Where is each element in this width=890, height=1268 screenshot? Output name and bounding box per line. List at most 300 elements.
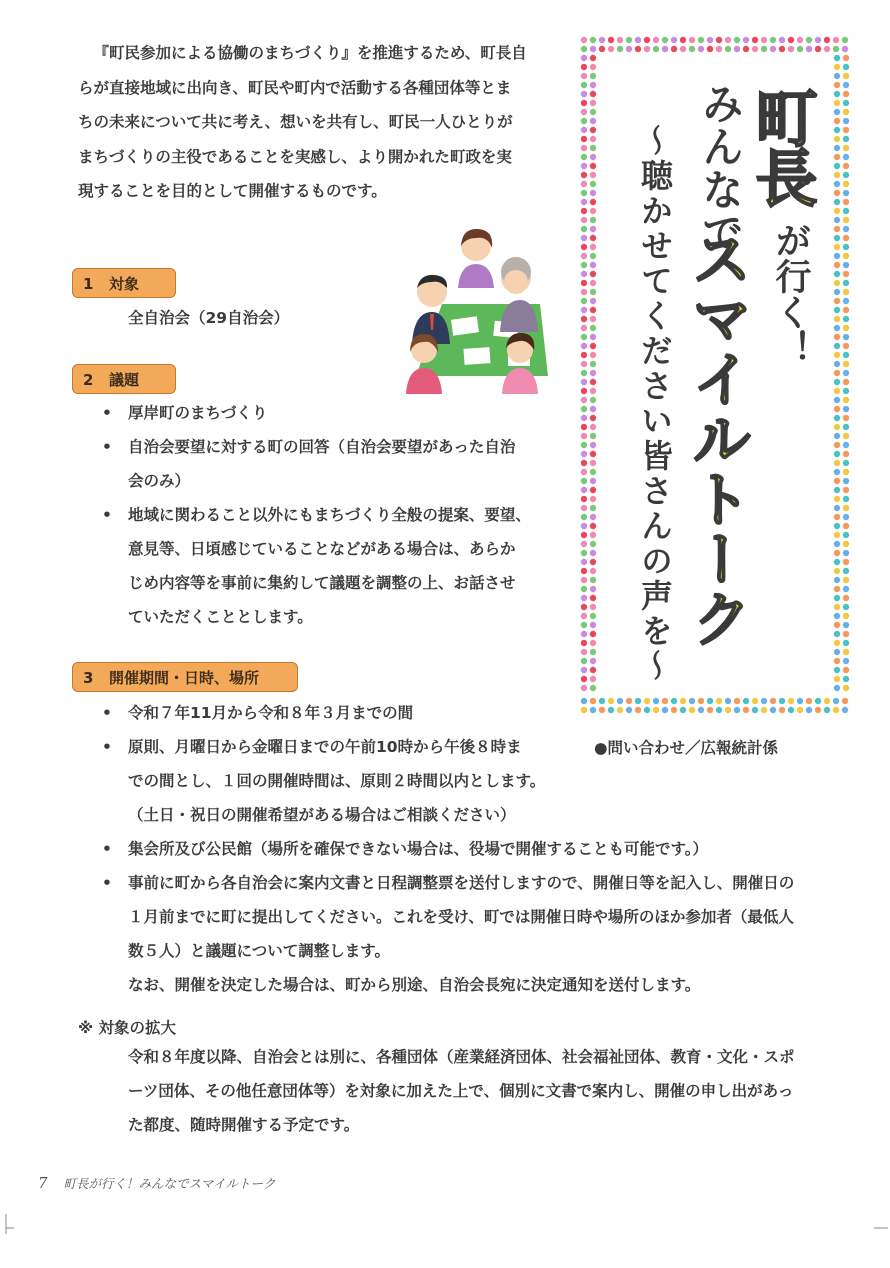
border-dot xyxy=(626,37,632,43)
border-dot xyxy=(834,226,840,232)
border-dot xyxy=(581,698,587,704)
list-item xyxy=(98,832,868,866)
border-dot xyxy=(788,37,794,43)
border-dot xyxy=(843,523,849,529)
border-dot xyxy=(843,298,849,304)
border-dot xyxy=(815,37,821,43)
border-dot xyxy=(590,46,596,52)
border-dot xyxy=(834,667,840,673)
border-dot xyxy=(581,478,587,484)
border-dot xyxy=(581,568,587,574)
border-dot xyxy=(662,37,668,43)
border-dot xyxy=(834,199,840,205)
border-dot xyxy=(843,271,849,277)
border-dot xyxy=(581,289,587,295)
border-dot xyxy=(725,698,731,704)
border-dot xyxy=(581,487,587,493)
border-dot xyxy=(834,577,840,583)
border-dot xyxy=(752,707,758,713)
border-dot xyxy=(843,514,849,520)
border-dot xyxy=(653,46,659,52)
border-dot xyxy=(653,37,659,43)
border-dot xyxy=(834,532,840,538)
border-dot xyxy=(662,707,668,713)
border-dot xyxy=(680,37,686,43)
border-dot xyxy=(581,253,587,259)
border-dot xyxy=(581,82,587,88)
border-dot xyxy=(842,707,848,713)
border-dot xyxy=(843,190,849,196)
border-dot xyxy=(824,46,830,52)
border-dot xyxy=(581,622,587,628)
list-item-text: 令和７年11月から令和８年３月までの間 xyxy=(128,704,414,722)
border-dot xyxy=(680,46,686,52)
border-dot xyxy=(834,379,840,385)
border-dot xyxy=(843,658,849,664)
border-dot xyxy=(581,541,587,547)
border-dot xyxy=(843,433,849,439)
border-dot xyxy=(590,154,596,160)
border-dot xyxy=(590,649,596,655)
border-dot xyxy=(843,397,849,403)
border-dot xyxy=(843,64,849,70)
border-dot xyxy=(834,289,840,295)
border-dot xyxy=(843,559,849,565)
list-item-text: 集会所及び公民館（場所を確保できない場合は、役場で開催することも可能です。） xyxy=(128,840,709,858)
border-dot xyxy=(824,37,830,43)
border-dot xyxy=(761,46,767,52)
border-dot xyxy=(590,172,596,178)
border-dot xyxy=(599,37,605,43)
section-number: 2 xyxy=(83,371,94,389)
bullet: • xyxy=(102,506,112,524)
section-schedule-heading xyxy=(72,662,298,692)
border-dot xyxy=(581,496,587,502)
note-line: ーツ団体、その他任意団体等）を対象に加えた上で、個別に文書で案内し、開催の申し出があっ xyxy=(128,1082,794,1100)
border-dot xyxy=(834,451,840,457)
list-item xyxy=(98,866,868,1002)
border-dot xyxy=(834,145,840,151)
border-dot xyxy=(581,388,587,394)
border-dot xyxy=(590,82,596,88)
border-dot xyxy=(834,406,840,412)
border-dot xyxy=(581,631,587,637)
border-dot xyxy=(590,487,596,493)
border-dot xyxy=(834,559,840,565)
border-dot xyxy=(590,271,596,277)
border-dot xyxy=(581,586,587,592)
section-number: 1 xyxy=(83,275,94,293)
border-dot xyxy=(834,658,840,664)
border-dot xyxy=(635,37,641,43)
border-dot xyxy=(834,478,840,484)
border-dot xyxy=(581,163,587,169)
border-dot xyxy=(843,352,849,358)
border-dot xyxy=(843,334,849,340)
list-item-text: 会のみ） xyxy=(128,472,191,490)
list-item-text: なお、開催を決定した場合は、町から別途、自治会長宛に決定通知を送付します。 xyxy=(128,976,701,994)
agenda-list xyxy=(98,396,568,634)
list-item-text: 数５人）と議題について調整します。 xyxy=(128,942,390,960)
border-dot xyxy=(617,698,623,704)
border-dot xyxy=(833,707,839,713)
border-dot xyxy=(590,388,596,394)
border-dot xyxy=(635,46,641,52)
border-dot xyxy=(590,658,596,664)
border-dot xyxy=(590,568,596,574)
border-dot xyxy=(843,370,849,376)
border-dot xyxy=(581,577,587,583)
border-dot xyxy=(734,37,740,43)
section-target-heading xyxy=(72,268,176,298)
border-dot xyxy=(806,707,812,713)
border-dot xyxy=(834,514,840,520)
bullet: • xyxy=(102,438,112,456)
border-dot xyxy=(581,460,587,466)
border-dot xyxy=(581,145,587,151)
border-dot xyxy=(581,550,587,556)
border-dot xyxy=(590,208,596,214)
border-dot xyxy=(590,64,596,70)
border-dot xyxy=(590,676,596,682)
border-dot xyxy=(788,707,794,713)
border-dot xyxy=(590,181,596,187)
border-dot xyxy=(590,370,596,376)
border-dot xyxy=(834,442,840,448)
border-dot xyxy=(833,37,839,43)
border-dot xyxy=(843,595,849,601)
border-dot xyxy=(743,46,749,52)
section-label: 議題 xyxy=(109,371,140,389)
intro-line-1: 『町民参加による協働のまちづくり』を推進するため、町長自 xyxy=(93,44,527,62)
border-dot xyxy=(590,298,596,304)
border-dot xyxy=(590,73,596,79)
border-dot xyxy=(581,469,587,475)
border-dot xyxy=(617,46,623,52)
border-dot xyxy=(834,217,840,223)
border-dot xyxy=(689,698,695,704)
border-dot xyxy=(707,37,713,43)
border-dot xyxy=(581,136,587,142)
section-label: 開催期間・日時、場所 xyxy=(109,669,260,687)
border-dot xyxy=(590,91,596,97)
page-footer xyxy=(38,1174,276,1192)
list-item-text: ていただくこととします。 xyxy=(128,608,313,626)
list-item-text: 厚岸町のまちづくり xyxy=(128,404,268,422)
border-dot xyxy=(834,91,840,97)
border-dot xyxy=(843,253,849,259)
border-dot xyxy=(590,667,596,673)
border-dot xyxy=(581,406,587,412)
border-dot xyxy=(806,698,812,704)
border-dot xyxy=(581,676,587,682)
border-dot xyxy=(581,613,587,619)
border-dot xyxy=(843,109,849,115)
border-dot xyxy=(834,190,840,196)
border-dot xyxy=(581,370,587,376)
border-dot xyxy=(581,379,587,385)
border-dot xyxy=(815,698,821,704)
list-item xyxy=(98,498,568,634)
border-dot xyxy=(590,307,596,313)
border-dot xyxy=(707,698,713,704)
border-dot xyxy=(834,334,840,340)
border-dot xyxy=(581,604,587,610)
border-dot xyxy=(590,136,596,142)
border-dot xyxy=(590,532,596,538)
border-dot xyxy=(581,217,587,223)
intro-paragraph xyxy=(78,36,578,209)
border-dot xyxy=(590,127,596,133)
border-dot xyxy=(843,487,849,493)
poster-minna: みんなで xyxy=(696,82,745,254)
intro-line-4: まちづくりの主役であることを実感し、より開かれた町政を実 xyxy=(78,147,512,166)
border-dot xyxy=(834,127,840,133)
border-dot xyxy=(834,172,840,178)
list-item-text: （土日・祝日の開催希望がある場合はご相談ください） xyxy=(128,806,516,824)
border-dot xyxy=(779,37,785,43)
list-item-text: 自治会要望に対する町の回答（自治会要望があった自治 xyxy=(128,438,516,456)
target-value: 全自治会（29自治会） xyxy=(128,309,290,327)
border-dot xyxy=(843,667,849,673)
intro-line-2: らが直接地域に出向き、町民や町内で活動する各種団体等とま xyxy=(78,78,512,97)
border-dot xyxy=(834,523,840,529)
border-dot xyxy=(834,154,840,160)
border-dot xyxy=(698,46,704,52)
list-item-text: じめ内容等を事前に集約して議題を調整の上、お話させ xyxy=(128,574,516,592)
border-dot xyxy=(834,118,840,124)
border-dot xyxy=(581,316,587,322)
border-dot xyxy=(590,707,596,713)
border-dot xyxy=(770,37,776,43)
page-number: 7 xyxy=(38,1174,48,1192)
border-dot xyxy=(581,73,587,79)
border-dot xyxy=(581,523,587,529)
border-dot xyxy=(770,707,776,713)
border-dot xyxy=(842,46,848,52)
smile-talk-poster xyxy=(578,34,852,716)
border-dot xyxy=(797,37,803,43)
border-dot xyxy=(590,397,596,403)
border-dot xyxy=(843,622,849,628)
border-dot xyxy=(671,707,677,713)
border-dot xyxy=(834,361,840,367)
border-dot xyxy=(581,235,587,241)
border-dot xyxy=(834,613,840,619)
border-dot xyxy=(590,262,596,268)
border-dot xyxy=(725,46,731,52)
list-item-text: １月前までに町に提出してください。これを受け、町では開催日時や場所のほか参加者（最低人 xyxy=(128,908,794,926)
border-dot xyxy=(834,73,840,79)
border-dot xyxy=(843,118,849,124)
border-dot xyxy=(843,91,849,97)
border-dot xyxy=(590,595,596,601)
border-dot xyxy=(779,707,785,713)
border-dot xyxy=(797,707,803,713)
border-dot xyxy=(689,707,695,713)
border-dot xyxy=(806,37,812,43)
border-dot xyxy=(834,496,840,502)
poster-body xyxy=(598,54,832,696)
border-dot xyxy=(644,707,650,713)
border-dot xyxy=(644,46,650,52)
border-dot xyxy=(834,100,840,106)
border-dot xyxy=(635,698,641,704)
border-dot xyxy=(671,46,677,52)
border-dot xyxy=(815,707,821,713)
bullet: • xyxy=(102,404,112,422)
crop-marks xyxy=(0,1210,890,1240)
border-dot xyxy=(797,46,803,52)
border-dot xyxy=(843,280,849,286)
border-dot xyxy=(599,707,605,713)
border-dot xyxy=(833,698,839,704)
border-dot xyxy=(581,442,587,448)
list-item xyxy=(98,430,568,498)
border-dot xyxy=(590,559,596,565)
border-dot xyxy=(581,559,587,565)
border-dot xyxy=(834,316,840,322)
border-dot xyxy=(834,550,840,556)
border-dot xyxy=(707,707,713,713)
border-dot xyxy=(608,698,614,704)
border-dot xyxy=(834,505,840,511)
border-dot xyxy=(581,334,587,340)
border-dot xyxy=(590,118,596,124)
border-dot xyxy=(698,707,704,713)
border-dot xyxy=(581,307,587,313)
border-dot xyxy=(843,172,849,178)
border-dot xyxy=(843,415,849,421)
border-dot xyxy=(590,415,596,421)
border-dot xyxy=(581,127,587,133)
border-dot xyxy=(581,55,587,61)
border-dot xyxy=(842,698,848,704)
border-dot xyxy=(590,586,596,592)
border-dot xyxy=(581,154,587,160)
border-dot xyxy=(590,343,596,349)
border-dot xyxy=(843,244,849,250)
border-dot xyxy=(590,145,596,151)
border-dot xyxy=(581,46,587,52)
border-dot xyxy=(590,640,596,646)
border-dot xyxy=(752,698,758,704)
border-dot xyxy=(834,388,840,394)
border-dot xyxy=(834,280,840,286)
border-dot xyxy=(626,46,632,52)
border-dot xyxy=(671,698,677,704)
border-dot xyxy=(617,707,623,713)
border-dot xyxy=(590,334,596,340)
border-dot xyxy=(743,698,749,704)
border-dot xyxy=(689,37,695,43)
border-dot xyxy=(824,707,830,713)
border-dot xyxy=(590,190,596,196)
border-dot xyxy=(843,235,849,241)
border-dot xyxy=(843,388,849,394)
border-dot xyxy=(843,136,849,142)
border-dot xyxy=(843,82,849,88)
poster-subtitle: ～聴かせてください皆さんの声を～ xyxy=(636,124,674,684)
border-dot xyxy=(843,550,849,556)
border-dot xyxy=(843,586,849,592)
border-dot xyxy=(581,397,587,403)
bullet: • xyxy=(102,874,112,892)
border-dot xyxy=(581,244,587,250)
border-dot xyxy=(590,109,596,115)
border-dot xyxy=(608,37,614,43)
border-dot xyxy=(644,698,650,704)
list-item-text: 意見等、日頃感じていることなどがある場合は、あらか xyxy=(128,540,516,558)
border-dot xyxy=(590,541,596,547)
border-dot xyxy=(834,208,840,214)
border-dot xyxy=(797,698,803,704)
border-dot xyxy=(834,307,840,313)
border-dot xyxy=(834,460,840,466)
border-dot xyxy=(834,631,840,637)
bullet: • xyxy=(102,738,112,756)
border-dot xyxy=(590,55,596,61)
border-dot xyxy=(590,550,596,556)
border-dot xyxy=(590,613,596,619)
border-dot xyxy=(734,707,740,713)
bullet: • xyxy=(102,840,112,858)
border-dot xyxy=(590,244,596,250)
list-item-text: 原則、月曜日から金曜日までの午前10時から午後８時ま xyxy=(128,738,522,756)
border-dot xyxy=(590,37,596,43)
border-dot xyxy=(590,289,596,295)
border-dot xyxy=(581,64,587,70)
border-dot xyxy=(671,37,677,43)
border-dot xyxy=(843,226,849,232)
border-dot xyxy=(834,415,840,421)
border-dot xyxy=(843,181,849,187)
border-dot xyxy=(843,505,849,511)
border-dot xyxy=(834,298,840,304)
border-dot xyxy=(590,316,596,322)
border-dot xyxy=(779,698,785,704)
border-dot xyxy=(843,577,849,583)
border-dot xyxy=(581,640,587,646)
border-dot xyxy=(834,649,840,655)
border-dot xyxy=(843,361,849,367)
border-dot xyxy=(599,46,605,52)
border-dot xyxy=(843,604,849,610)
border-dot xyxy=(581,685,587,691)
border-dot xyxy=(833,46,839,52)
border-dot xyxy=(834,244,840,250)
note-line: た都度、随時開催する予定です。 xyxy=(128,1116,360,1134)
border-dot xyxy=(689,46,695,52)
border-dot xyxy=(834,586,840,592)
border-dot xyxy=(581,190,587,196)
border-dot xyxy=(716,698,722,704)
border-dot xyxy=(843,163,849,169)
border-dot xyxy=(581,325,587,331)
list-item-text: 事前に町から各自治会に案内文書と日程調整票を送付しますので、開催日等を記入し、開催日の xyxy=(128,874,795,892)
border-dot xyxy=(843,55,849,61)
list-item xyxy=(98,396,568,430)
border-dot xyxy=(834,541,840,547)
border-dot xyxy=(590,451,596,457)
border-dot xyxy=(626,707,632,713)
border-dot xyxy=(590,163,596,169)
border-dot xyxy=(590,577,596,583)
border-dot xyxy=(590,424,596,430)
border-dot xyxy=(834,433,840,439)
list-item-text: 地域に関わること以外にもまちづくり全般の提案、要望、 xyxy=(128,506,531,524)
border-dot xyxy=(834,352,840,358)
